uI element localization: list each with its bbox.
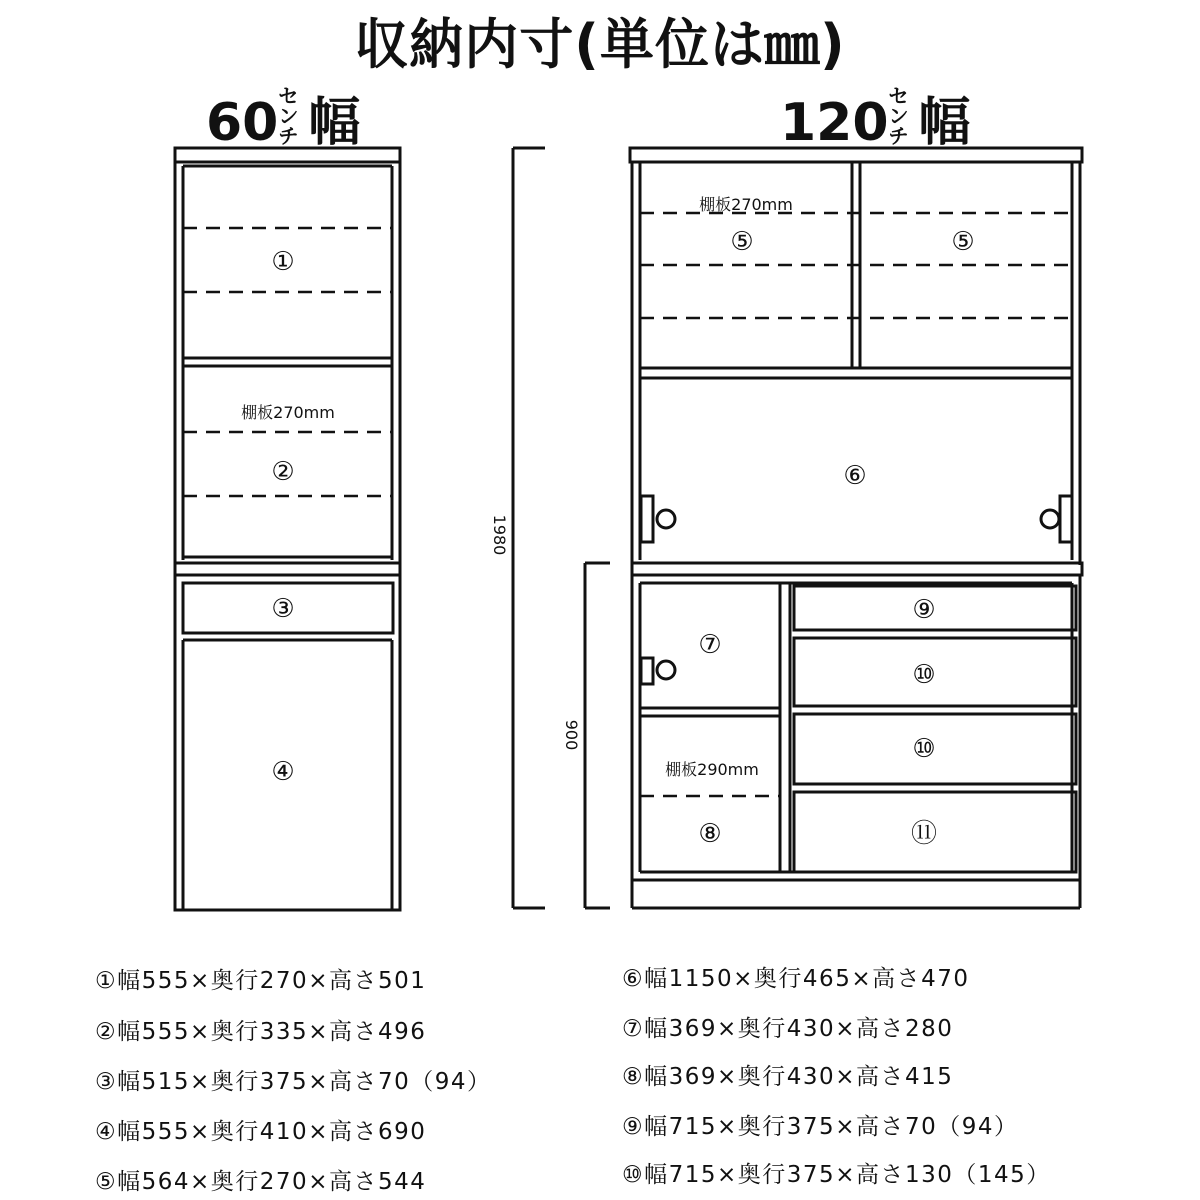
label-3: ③ (271, 594, 295, 624)
label-7: ⑦ (698, 630, 722, 660)
shelf-note-120-top: 棚板270mm (699, 195, 793, 214)
spec-5: ⑤幅564×奥行270×高さ544 (95, 1169, 427, 1195)
spec-9: ⑨幅715×奥行375×高さ70（94） (622, 1114, 1019, 1140)
dimension-900-text: 900 (562, 719, 581, 751)
spec-6: ⑥幅1150×奥行465×高さ470 (622, 966, 970, 992)
top-board-60 (175, 148, 400, 162)
label-11: ⑪ (910, 819, 938, 849)
label-9: ⑨ (912, 595, 936, 625)
label-6: ⑥ (843, 461, 867, 491)
width-120-number: 120 (780, 93, 889, 153)
spec-4: ④幅555×奥行410×高さ690 (95, 1119, 427, 1145)
spec-1: ①幅555×奥行270×高さ501 (95, 968, 427, 994)
door-handle-left (641, 496, 653, 542)
dimension-1980 (513, 148, 545, 908)
width-120-suffix: 幅 (918, 93, 971, 153)
label-10b: ⑩ (912, 734, 936, 764)
label-1: ① (271, 247, 295, 277)
door-knob-right (1041, 510, 1059, 528)
page-title: 収納内寸(単位は㎜) (354, 13, 846, 76)
counter-120 (632, 563, 1082, 575)
label-8: ⑧ (698, 819, 722, 849)
spec-10: ⑩幅715×奥行375×高さ130（145） (622, 1162, 1051, 1188)
width-60-number: 60 (206, 93, 279, 153)
spec-3: ③幅515×奥行375×高さ70（94） (95, 1069, 492, 1095)
spec-2: ②幅555×奥行335×高さ496 (95, 1019, 427, 1045)
door-handle-right (1060, 496, 1072, 542)
label-5b: ⑤ (951, 227, 975, 257)
shelf-note-120-bottom: 棚板290mm (665, 760, 759, 779)
door-handle-7 (641, 658, 653, 684)
dimension-900 (585, 563, 610, 908)
cabinet-120 (630, 148, 1082, 908)
width-60-unit: センチ (278, 84, 299, 148)
top-board-120 (630, 148, 1082, 162)
label-10a: ⑩ (912, 660, 936, 690)
spec-7: ⑦幅369×奥行430×高さ280 (622, 1016, 954, 1042)
label-2: ② (271, 457, 295, 487)
door-knob-7 (657, 661, 675, 679)
label-4: ④ (271, 757, 295, 787)
width-60-suffix: 幅 (308, 93, 361, 153)
spec-8: ⑧幅369×奥行430×高さ415 (622, 1064, 954, 1090)
label-5a: ⑤ (730, 227, 754, 257)
door-knob-left (657, 510, 675, 528)
dimension-1980-text: 1980 (490, 514, 509, 556)
width-120-unit: センチ (888, 84, 909, 148)
shelf-note-60: 棚板270mm (241, 403, 335, 422)
